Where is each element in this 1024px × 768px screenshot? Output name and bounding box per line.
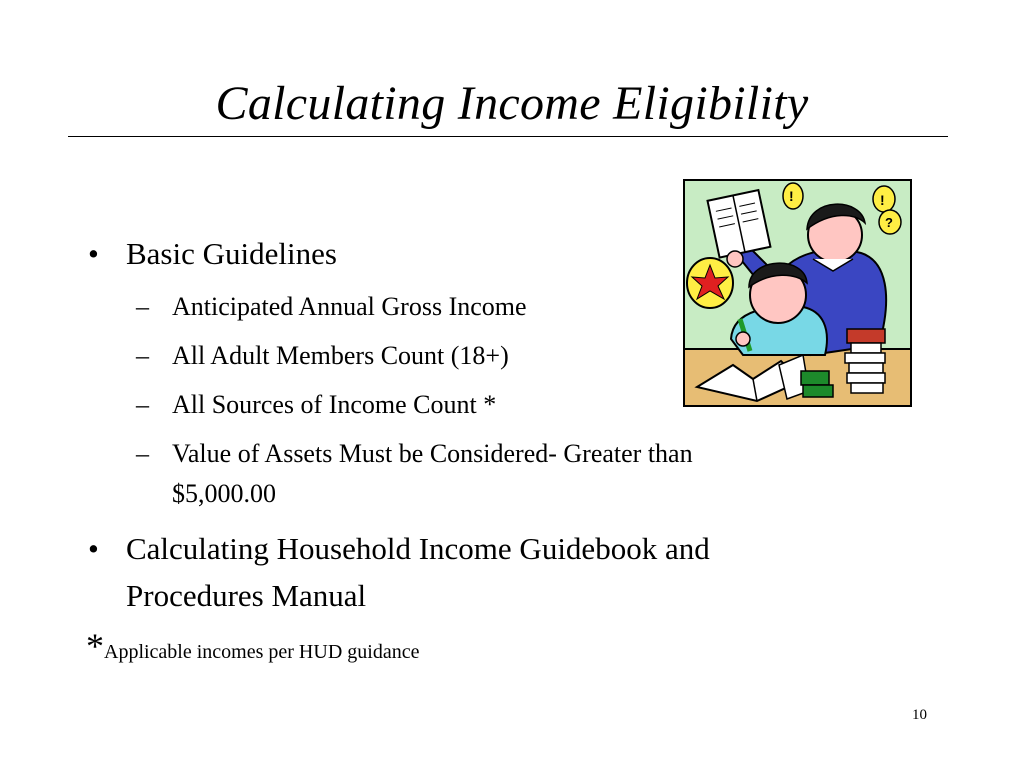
sub-item-value-of-assets-cont [172,474,276,514]
page-number: 10 [912,707,927,723]
sub-item-text: Anticipated Annual Gross Income [172,292,527,321]
bullet-basic-guidelines [88,232,337,276]
dash-glyph: – [136,439,149,468]
sub-item-all-sources [136,385,497,425]
bubble-exclamation-glyph: ! [789,188,794,204]
footnote-marker: * [86,626,104,666]
students-studying-clipart [683,179,912,407]
bullet-guidebook-cont [126,574,366,618]
sub-item-anticipated-income [136,287,527,327]
dash-glyph: – [136,341,149,370]
sub-item-text: All Sources of Income Count * [172,390,497,419]
sub-item-text: $5,000.00 [172,479,276,508]
sub-item-text: Value of Assets Must be Considered- Greater than [172,439,693,468]
bullet-text: Procedures Manual [126,578,367,613]
bullet-glyph: • [88,236,99,271]
sub-item-value-of-assets [136,434,693,474]
bullet-text: Calculating Household Income Guidebook and [126,531,710,566]
bullet-text: Basic Guidelines [126,236,337,271]
sub-item-text: All Adult Members Count (18+) [172,341,509,370]
slide-title: Calculating Income Eligibility [215,77,809,130]
bullet-guidebook [88,527,710,571]
dash-glyph: – [136,292,149,321]
sub-item-adult-members [136,336,509,376]
title-divider [68,136,948,137]
bubble-exclamation-glyph: ! [880,192,885,208]
dash-glyph: – [136,390,149,419]
footnote [86,628,419,664]
bullet-glyph: • [88,531,99,566]
footnote-text: Applicable incomes per HUD guidance [104,641,420,663]
bubble-question-glyph: ? [885,215,893,230]
